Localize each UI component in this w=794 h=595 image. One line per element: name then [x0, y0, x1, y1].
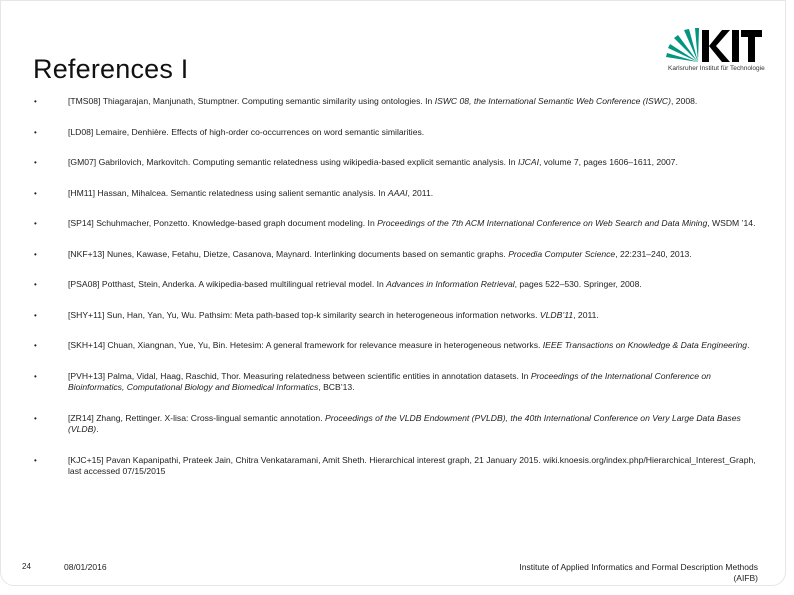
reference-text: Schuhmacher, Ponzetto. Knowledge-based graph document modeling. In [96, 218, 378, 228]
slide-title: References I [33, 54, 189, 85]
reference-key: [LD08] [68, 126, 94, 137]
reference-text: Chuan, Xiangnan, Yue, Yu, Bin. Hetesim: A general framework for relevance measure in heterogeneous networks. [107, 340, 543, 350]
reference-text: Gabrilovich, Markovitch. Computing semantic relatedness using wikipedia-based explicit semantic analysis. In [98, 157, 518, 167]
reference-venue: VLDB’11 [539, 309, 574, 320]
footer-institute: Institute of Applied Informatics and Formal Description Methods (AIFB) [519, 562, 758, 583]
reference-venue: Advances in Information Retrieval [386, 279, 515, 289]
reference-key: [HM11] [68, 187, 96, 198]
reference-tail: , volume 7, pages 1606–1611, 2007. [538, 157, 678, 167]
kit-logo-graphic [664, 26, 764, 66]
reference-key: [SHY+11] [68, 309, 105, 320]
reference-item [30, 310, 758, 322]
reference-venue: Proceedings of the VLDB Endowment (PVLDB), the 40th International Conference on Very Large Data Bases (VLDB) [68, 412, 741, 434]
reference-tail: . [747, 340, 750, 350]
reference-text: Nunes, Kawase, Fetahu, Dietze, Casanova, Maynard. Interlinking documents based on semantic graphs. [106, 248, 509, 259]
bullet-icon: • [34, 341, 37, 350]
reference-venue: AAAI [387, 187, 408, 198]
reference-item [30, 127, 758, 139]
bullet-icon: • [34, 310, 37, 320]
bullet-icon: • [34, 249, 37, 259]
reference-key: [SP14] [68, 218, 94, 228]
reference-item [30, 340, 758, 352]
reference-item [30, 371, 758, 394]
reference-item [30, 413, 758, 436]
reference-tail: , 2011. [573, 309, 599, 320]
bullet-icon: • [34, 280, 37, 289]
reference-list [30, 96, 758, 478]
bullet-icon: • [34, 158, 37, 167]
reference-key: [PVH+13] [68, 370, 106, 381]
bullet-icon: • [34, 219, 37, 228]
reference-text: Pavan Kapanipathi, Prateek Jain, Chitra Venkataramani, Amit Sheth. Hierarchical interest graph, 21 January 2015. wiki.knoesis.org/index.php/Hierarchical_Interest_Graph, last accessed 07/15/2015 [68, 454, 756, 476]
reference-key: [PSA08] [68, 279, 100, 289]
reference-venue: Proceedings of the International Conference on Bioinformatics, Computational Biology and Biomedical Informatics [68, 370, 711, 392]
reference-item [30, 96, 758, 108]
reference-tail: . [96, 424, 99, 434]
reference-item [30, 218, 758, 230]
reference-venue: IEEE Transactions on Knowledge & Data Engineering [542, 340, 748, 350]
bullet-icon: • [34, 188, 37, 198]
reference-venue: IJCAI [517, 157, 539, 167]
reference-text: Lemaire, Denhière. Effects of high-order co-occurrences on word semantic similarities. [95, 126, 425, 137]
reference-text: Hassan, Mihalcea. Semantic relatedness using salient semantic analysis. In [97, 187, 388, 198]
reference-key: [KJC+15] [68, 454, 104, 465]
logo-subtitle: Karlsruher Institut für Technologie [668, 65, 765, 72]
reference-item [30, 249, 758, 261]
reference-item [30, 279, 758, 291]
reference-text: Palma, Vidal, Haag, Raschid, Thor. Measuring relatedness between scientific entities in annotation datasets. In [107, 370, 531, 381]
reference-key: [NKF+13] [68, 248, 105, 259]
reference-venue: ISWC 08, the International Semantic Web Conference (ISWC) [434, 96, 671, 106]
reference-tail: , 2011. [407, 187, 434, 198]
bullet-icon: • [34, 413, 37, 423]
reference-item [30, 157, 758, 169]
reference-tail: , 2008. [670, 96, 698, 106]
reference-text: Thiagarajan, Manjunath, Stumptner. Computing semantic similarity using ontologies. In [102, 96, 435, 106]
reference-tail: , pages 522–530. Springer, 2008. [514, 279, 642, 289]
bullet-icon: • [34, 97, 37, 106]
reference-item [30, 455, 758, 478]
reference-text: Potthast, Stein, Anderka. A wikipedia-based multilingual retrieval model. In [101, 279, 387, 289]
footer-date: 08/01/2016 [64, 562, 107, 572]
reference-key: [SKH+14] [68, 340, 106, 350]
reference-text: Zhang, Rettinger. X-lisa: Cross-lingual semantic annotation. [96, 412, 325, 423]
bullet-icon: • [34, 371, 37, 381]
reference-item [30, 188, 758, 200]
reference-tail: , WSDM ’14. [707, 218, 756, 228]
bullet-icon: • [34, 127, 37, 137]
reference-key: [GM07] [68, 157, 97, 167]
reference-tail: , BCB’13. [318, 382, 355, 392]
reference-key: [ZR14] [68, 412, 94, 423]
reference-venue: Procedia Computer Science [508, 248, 616, 259]
reference-text: Sun, Han, Yan, Yu, Wu. Pathsim: Meta path-based top-k similarity search in heterogeneous information networks. [106, 309, 540, 320]
page-number: 24 [22, 562, 31, 571]
reference-key: [TMS08] [68, 96, 101, 106]
reference-tail: , 22:231–240, 2013. [615, 248, 692, 259]
reference-venue: Proceedings of the 7th ACM International Conference on Web Search and Data Mining [377, 218, 708, 228]
bullet-icon: • [34, 455, 37, 465]
